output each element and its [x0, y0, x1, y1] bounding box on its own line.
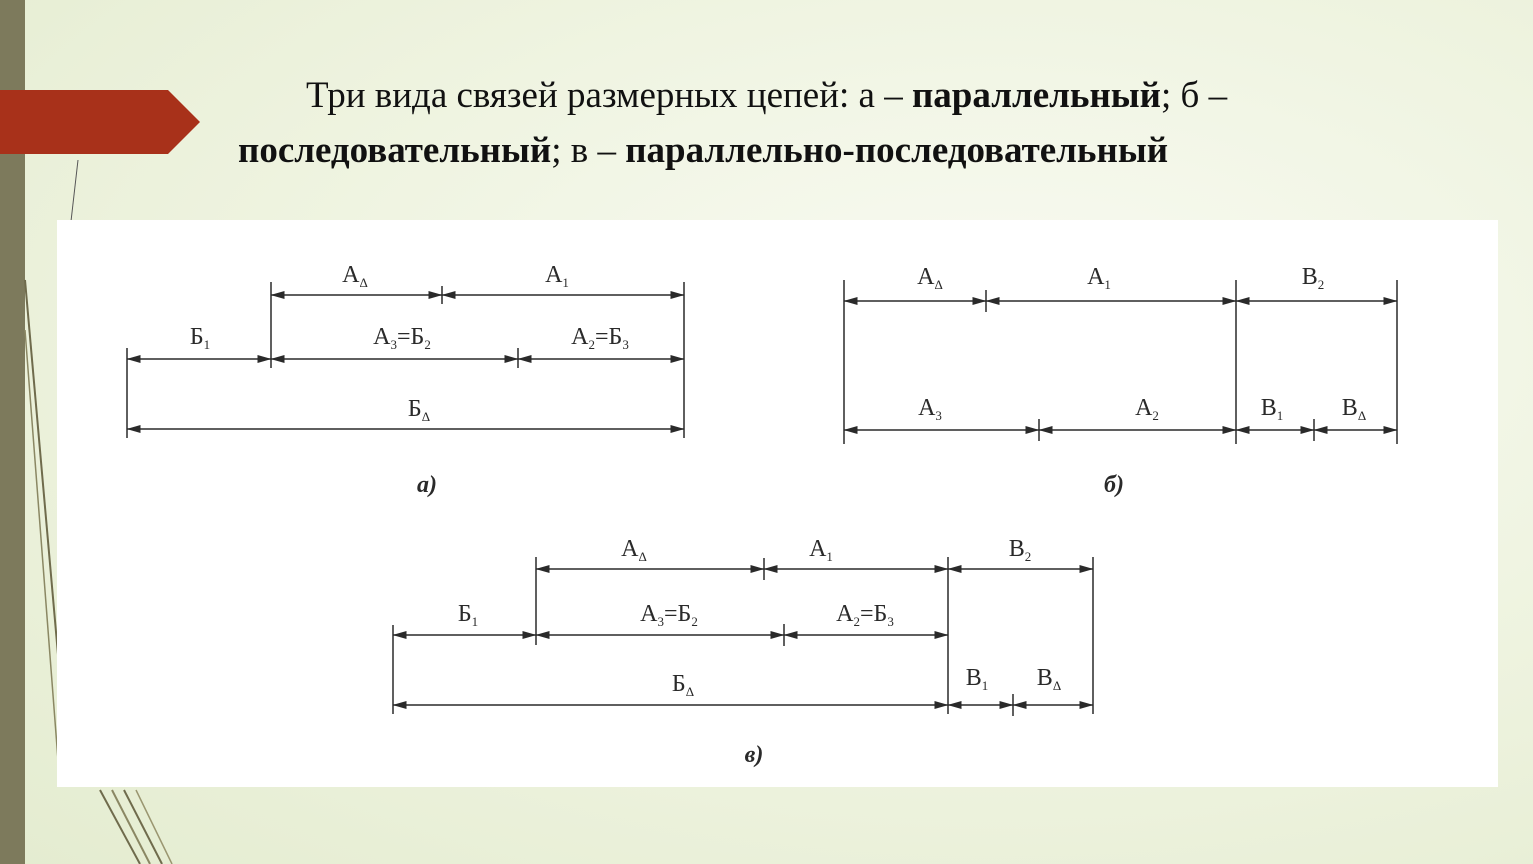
- label-a1: $А_1$: [809, 536, 833, 564]
- title-separator-1: ; б –: [1161, 75, 1228, 116]
- label-a2: $А_2$: [1135, 395, 1159, 423]
- accent-arrow: [0, 90, 202, 154]
- label-a-delta: $А_\Delta$: [621, 536, 647, 564]
- label-b-delta: $Б_\Delta$: [407, 396, 431, 424]
- label-a3: $А_3$: [918, 395, 942, 423]
- label-a-delta: $А_\Delta$: [342, 262, 368, 290]
- label-b1: $Б_1$: [457, 601, 479, 629]
- label-a1: $А_1$: [545, 262, 569, 290]
- title-separator-2: ; в –: [551, 130, 626, 171]
- label-v1: $В_1$: [1260, 395, 1284, 423]
- diagram-a: [127, 282, 684, 438]
- title-bold-parallel-sequential: параллельно-последовательный: [625, 130, 1169, 171]
- label-v-delta: $В_\Delta$: [1341, 395, 1367, 423]
- label-b1: $Б_1$: [189, 324, 211, 352]
- label-a3-b2: $А_3=Б_2$: [373, 324, 431, 352]
- title-prefix: Три вида связей размерных цепей: а –: [306, 75, 912, 116]
- caption-b: б): [1104, 472, 1124, 498]
- label-v2: $В_2$: [1008, 536, 1032, 564]
- label-v2: $В_2$: [1301, 264, 1325, 292]
- caption-c: в): [744, 742, 764, 768]
- label-a3-b2: $А_3=Б_2$: [640, 601, 698, 629]
- diagram-panel: [57, 220, 1498, 787]
- slide-title: [238, 68, 1458, 178]
- label-v1: $В_1$: [965, 665, 989, 693]
- title-bold-sequential: последовательный: [238, 130, 552, 171]
- label-a2-b3: $А_2=Б_3$: [571, 324, 629, 352]
- title-bold-parallel: параллельный: [911, 75, 1161, 116]
- label-a1: $А_1$: [1087, 264, 1111, 292]
- dimension-chains-figure: [57, 220, 1498, 787]
- label-a-delta: $А_\Delta$: [917, 264, 943, 292]
- label-v-delta: $В_\Delta$: [1036, 665, 1062, 693]
- caption-a: а): [417, 472, 437, 498]
- label-b-delta: $Б_\Delta$: [671, 671, 695, 699]
- label-a2-b3: $А_2=Б_3$: [836, 601, 894, 629]
